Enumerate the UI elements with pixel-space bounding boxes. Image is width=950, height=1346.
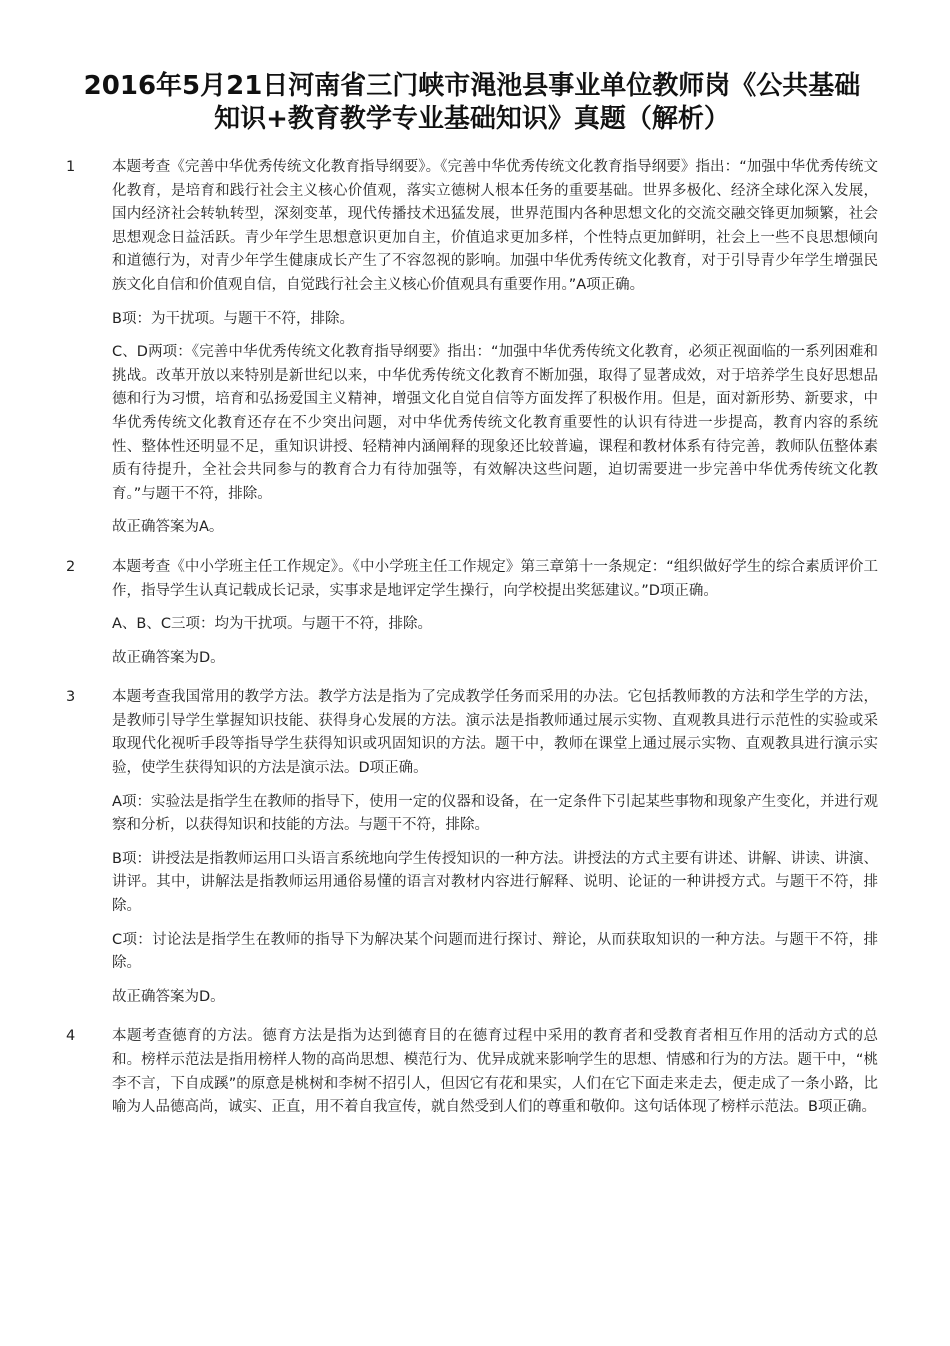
question-1-answer: 故正确答案为A。 bbox=[112, 519, 224, 536]
question-2-option-abc: A、B、C三项：均为干扰项。与题干不符，排除。 bbox=[112, 616, 432, 633]
question-4 bbox=[66, 1025, 878, 1119]
question-4-explanation: 本题考查德育的方法。德育方法是指为达到德育目的在德育过程中采用的教育者和受教育者相互作用的活动方式的总和。榜样示范法是指用榜样人物的高尚思想、模范行为、优异成就来影响学生的思想、情感和行为的方法。题干中，“桃李不言，下自成蹊”的原意是桃树和李树不招引人，但因它有花和果实，人们在它下面走来走去，便走成了一条小路，比喻为人品德高尚，诚实、正直，用不着自我宣传，就自然受到人们的尊重和敬仰。这句话体现了榜样示范法。B项正确。 bbox=[112, 1028, 878, 1116]
question-3-option-c: C项：讨论法是指学生在教师的指导下为解决某个问题而进行探讨、辩论，从而获取知识的一种方法。与题干不符，排除。 bbox=[112, 931, 878, 972]
question-2-explanation: 本题考查《中小学班主任工作规定》。《中小学班主任工作规定》第三章第十一条规定：“组织做好学生的综合素质评价工作，指导学生认真记载成长记录，实事求是地评定学生操行，向学校提出奖惩建议。”D项正确。 bbox=[112, 558, 878, 599]
question-2-answer: 故正确答案为D。 bbox=[112, 649, 225, 666]
question-number: 2 bbox=[66, 558, 76, 575]
question-2 bbox=[66, 556, 878, 670]
document-title: 2016年5月21日河南省三门峡市渑池县事业单位教师岗《公共基础知识+教育教学专业基础知识》真题（解析） bbox=[83, 71, 861, 134]
question-3-option-a: A项：实验法是指学生在教师的指导下，使用一定的仪器和设备，在一定条件下引起某些事物和现象产生变化，并进行观察和分析，以获得知识和技能的方法。与题干不符，排除。 bbox=[112, 793, 878, 834]
question-3-explanation: 本题考查我国常用的教学方法。教学方法是指为了完成教学任务而采用的办法。它包括教师教的方法和学生学的方法，是教师引导学生掌握知识技能、获得身心发展的方法。演示法是指教师通过展示实物、直观教具进行示范性的实验或采取现代化视听手段等指导学生获得知识或巩固知识的方法。题干中，教师在课堂上通过展示实物、直观教具进行演示实验，使学生获得知识的方法是演示法。D项正确。 bbox=[112, 689, 878, 777]
question-number: 1 bbox=[66, 159, 76, 175]
question-number: 3 bbox=[66, 689, 76, 706]
question-number: 4 bbox=[66, 1028, 76, 1045]
question-1-option-cd: C、D两项：《完善中华优秀传统文化教育指导纲要》指出：“加强中华优秀传统文化教育，必须正视面临的一系列困难和挑战。改革开放以来特别是新世纪以来，中华优秀传统文化教育不断加强，取得了显著成效，对于培养学生良好思想品德和行为习惯，培育和弘扬爱国主义精神，增强文化自觉自信等方面发挥了积极作用。但是，面对新形势、新要求，中华优秀传统文化教育还存在不少突出问题，对中华优秀传统文化教育重要性的认识有待进一步提高，教育内容的系统性、整体性还明显不足，重知识讲授、轻精神内涵阐释的现象还比较普遍，课程和教材体系有待完善，教师队伍整体素质有待提升，全社会共同参与的教育合力有待加强等，有效解决这些问题，迫切需要进一步完善中华优秀传统文化教育。”与题干不符，排除。 bbox=[112, 344, 878, 502]
question-1 bbox=[66, 156, 878, 540]
question-3-answer: 故正确答案为D。 bbox=[112, 988, 225, 1005]
question-1-explanation: 本题考查《完善中华优秀传统文化教育指导纲要》。《完善中华优秀传统文化教育指导纲要》指出：“加强中华优秀传统文化教育，是培育和践行社会主义核心价值观，落实立德树人根本任务的重要基础。世界多极化、经济全球化深入发展，国内经济社会转轨转型，深刻变革，现代传播技术迅猛发展，世界范围内各种思想文化的交流交融交锋更加频繁，社会思想观念日益活跃。青少年学生思想意识更加自主，价值追求更加多样，个性特点更加鲜明，社会上一些不良思想倾向和道德行为，对青少年学生健康成长产生了不容忽视的影响。加强中华优秀传统文化教育，对于引导青少年学生增强民族文化自信和价值观自信，自觉践行社会主义核心价值观具有重要作用。”A项正确。 bbox=[112, 159, 878, 293]
question-3 bbox=[66, 686, 878, 1009]
question-3-option-b: B项：讲授法是指教师运用口头语言系统地向学生传授知识的一种方法。讲授法的方式主要有讲述、讲解、讲读、讲演、讲评。其中，讲解法是指教师运用通俗易懂的语言对教材内容进行解释、说明、论证的一种讲授方式。与题干不符，排除。 bbox=[112, 850, 878, 915]
question-1-option-b: B项：为干扰项。与题干不符，排除。 bbox=[112, 310, 354, 327]
